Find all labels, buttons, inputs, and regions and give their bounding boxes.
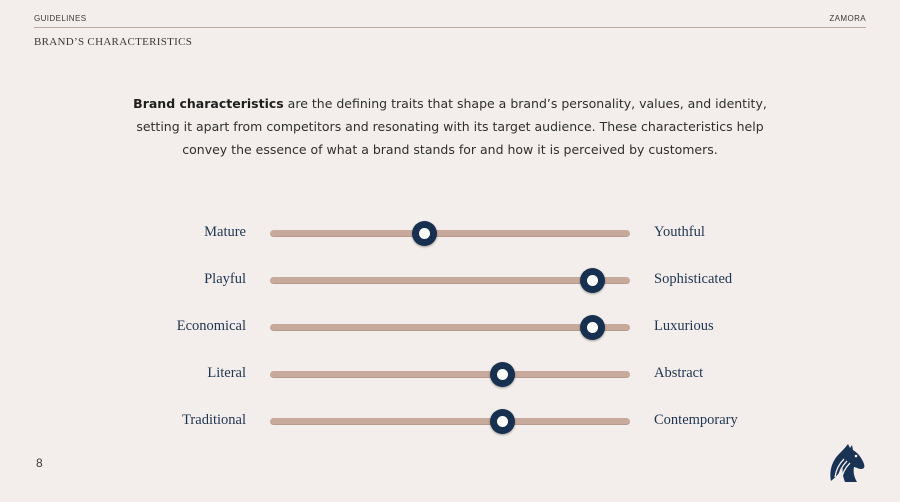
slider-right-label: Luxurious — [654, 318, 714, 334]
slider-row — [0, 218, 900, 248]
slider-knob[interactable] — [412, 221, 437, 246]
slider-left-label: Economical — [176, 318, 246, 334]
header-left-label: GUIDELINES — [34, 14, 87, 23]
slider-track[interactable] — [270, 230, 630, 237]
slider-left-label: Traditional — [182, 412, 246, 428]
slider-left-label: Literal — [207, 365, 246, 381]
slider-right-label: Youthful — [654, 224, 705, 240]
slider-left-label: Playful — [204, 271, 246, 287]
slider-knob[interactable] — [490, 409, 515, 434]
slider-track[interactable] — [270, 371, 630, 378]
slider-left-label: Mature — [204, 224, 246, 240]
slider-knob[interactable] — [580, 315, 605, 340]
slider-right-label: Contemporary — [654, 412, 738, 428]
slider-row — [0, 359, 900, 389]
slider-row — [0, 265, 900, 295]
slider-right-label: Abstract — [654, 365, 704, 381]
intro-text: are the defining traits that shape a brand’s personality, values, and identity, setting it apart from competitors and resonating with its target audience. These characteristics help convey the essence of what a brand stands for and how it is perceived by customers. — [136, 96, 767, 157]
slider-track[interactable] — [270, 324, 630, 331]
slider-track[interactable] — [270, 277, 630, 284]
horse-head-logo-icon — [823, 441, 867, 485]
section-title: BRAND’S CHARACTERISTICS — [34, 36, 193, 48]
slider-track[interactable] — [270, 418, 630, 425]
header-divider — [34, 27, 866, 28]
page-number: 8 — [36, 456, 43, 470]
intro-bold: Brand characteristics — [133, 96, 284, 111]
slider-knob[interactable] — [580, 268, 605, 293]
slider-right-label: Sophisticated — [654, 271, 733, 287]
slider-row — [0, 312, 900, 342]
intro-paragraph — [130, 92, 770, 161]
slider-row — [0, 406, 900, 436]
slider-knob[interactable] — [490, 362, 515, 387]
header-brand-label: ZAMORA — [829, 14, 866, 23]
